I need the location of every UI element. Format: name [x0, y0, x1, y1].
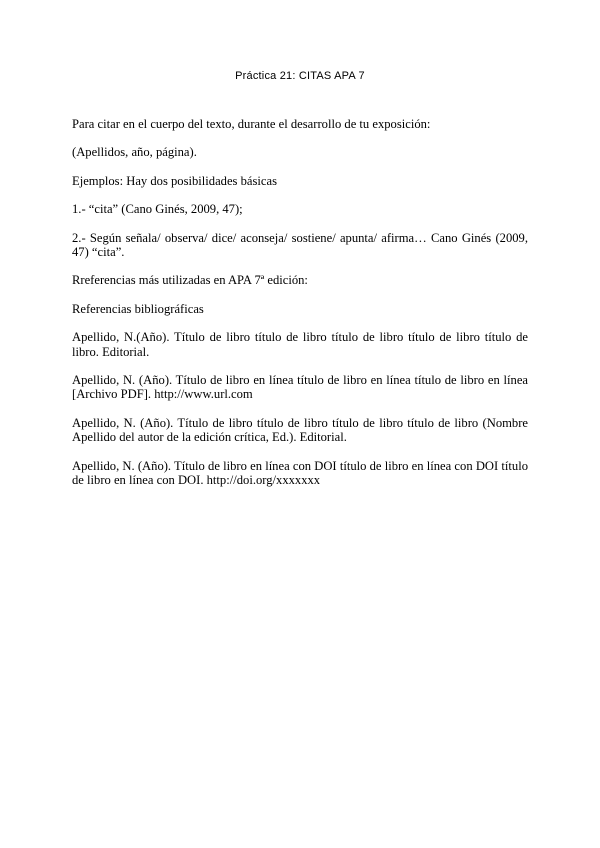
- reference-critical-edition: Apellido, N. (Año). Título de libro título de libro título de libro título de libro (Nombre Apellido del autor de la edición crítica, Ed.). Editorial.: [72, 415, 528, 445]
- citation-format: (Apellidos, año, página).: [72, 145, 197, 160]
- examples-heading: Ejemplos: Hay dos posibilidades básicas: [72, 173, 277, 188]
- reference-online-book-doi: Apellido, N. (Año). Título de libro en línea con DOI título de libro en línea con DOI título de libro en línea con DOI. http://doi.org/xxxxxxx: [72, 458, 528, 488]
- example-1: 1.- “cita” (Cano Ginés, 2009, 47);: [72, 202, 243, 217]
- intro-paragraph: Para citar en el cuerpo del texto, durante el desarrollo de tu exposición:: [72, 117, 431, 131]
- reference-book: Apellido, N.(Año). Título de libro título de libro título de libro título de libro título de libro. Editorial.: [72, 330, 528, 359]
- bibliographic-references-heading: Referencias bibliográficas: [72, 301, 204, 316]
- document-body: [72, 117, 528, 502]
- example-2: 2.- Según señala/ observa/ dice/ aconseja/ sostiene/ apunta/ afirma… Cano Ginés (2009, 47) “cita”.: [72, 230, 528, 260]
- document-title: Práctica 21: CITAS APA 7: [235, 70, 365, 82]
- references-heading: Rreferencias más utilizadas en APA 7ª edición:: [72, 273, 308, 288]
- reference-online-book: Apellido, N. (Año). Título de libro en línea título de libro en línea título de libro en línea [Archivo PDF]. http://www.url.com: [72, 373, 528, 402]
